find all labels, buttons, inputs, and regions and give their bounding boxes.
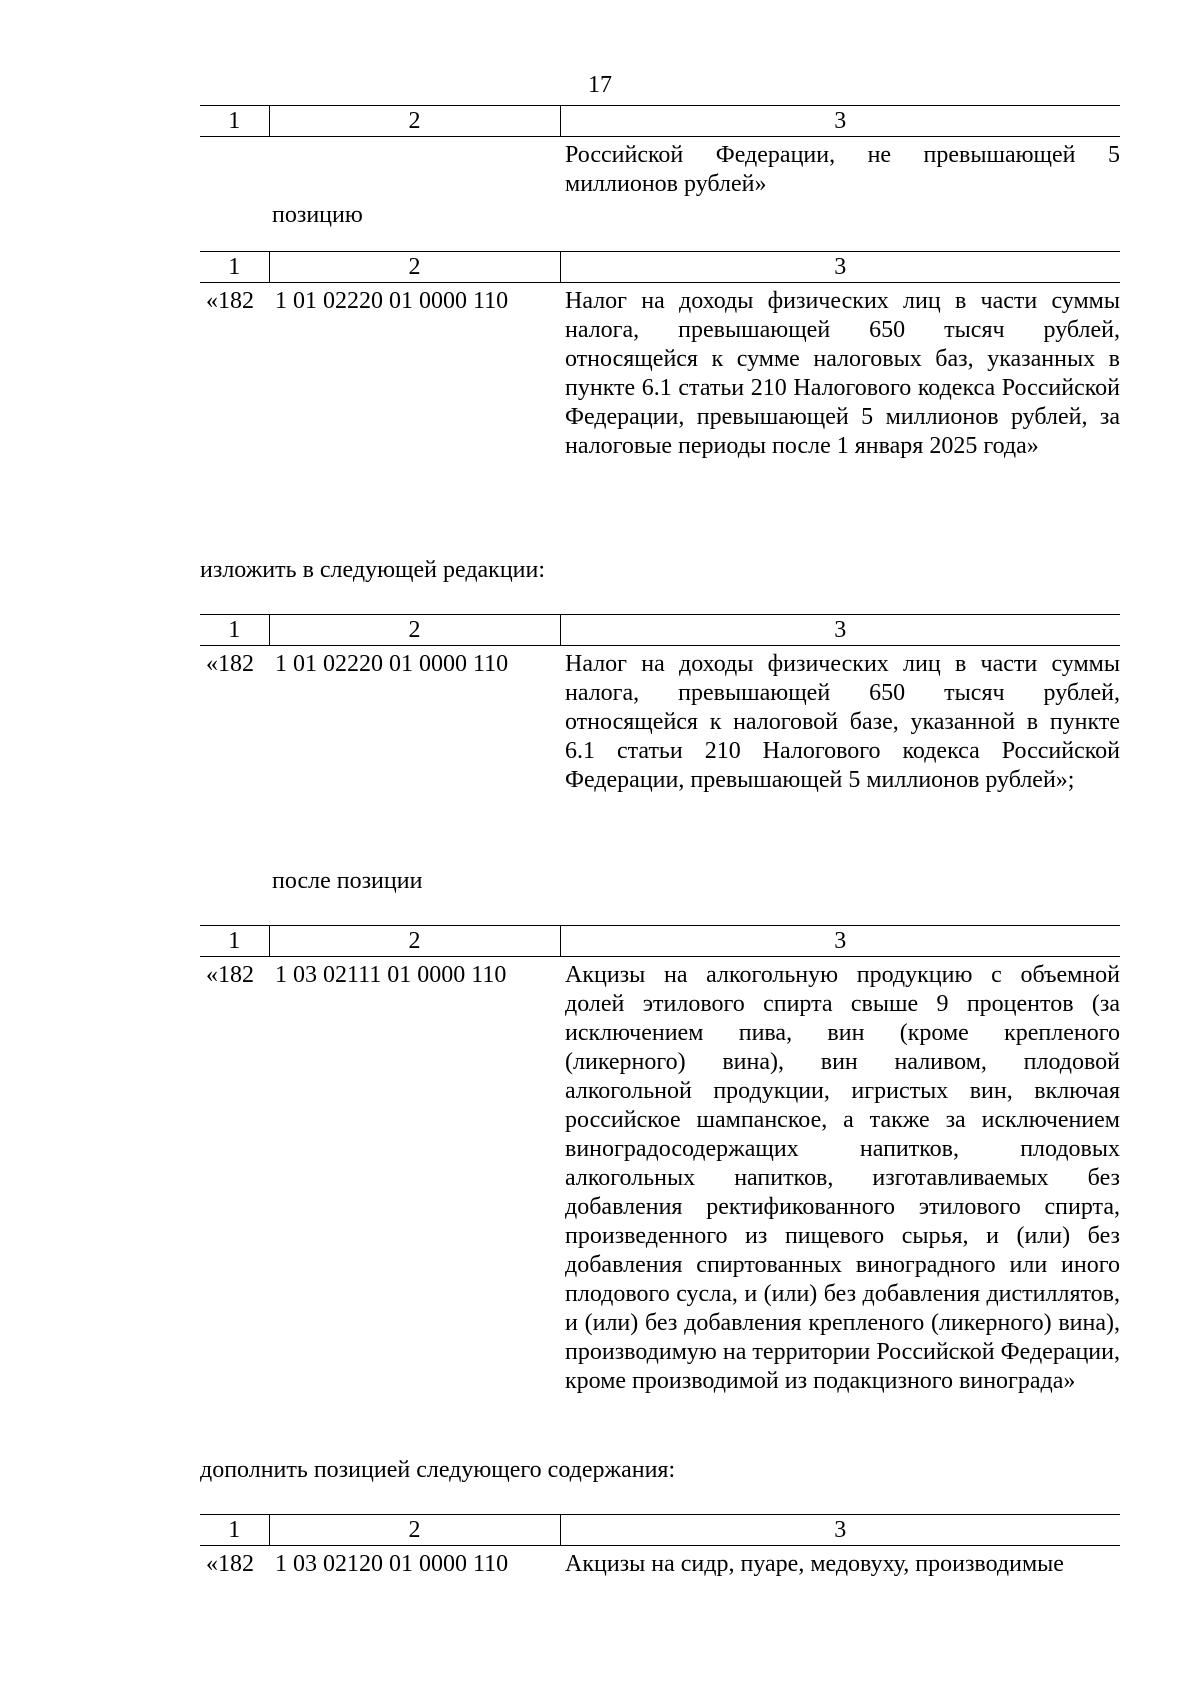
cell-code-prefix: «182 <box>206 651 254 677</box>
cell-code: 1 01 02220 01 0000 110 <box>275 288 509 314</box>
table-header-row <box>200 252 1120 283</box>
header-col-3: 3 <box>560 106 1120 137</box>
table-new-position <box>200 1514 1120 1579</box>
header-col-3: 3 <box>560 1515 1120 1546</box>
table-old-position <box>200 251 1120 461</box>
header-col-1: 1 <box>200 252 269 283</box>
table-new-redaction <box>200 614 1120 795</box>
header-col-2: 2 <box>269 252 560 283</box>
header-col-1: 1 <box>200 615 269 646</box>
header-col-1: 1 <box>200 1515 269 1546</box>
table-continuation <box>200 105 1120 199</box>
cell-code <box>269 137 560 200</box>
header-col-2: 2 <box>269 615 560 646</box>
paragraph-position: позицию <box>272 202 363 228</box>
table-row <box>200 1546 1120 1580</box>
header-col-3: 3 <box>560 926 1120 957</box>
cell-description: Акцизы на алкогольную продукцию с объемной долей этилового спирта свыше 9 процентов (за исключением пива, вин (кроме крепленого (ликерного) вина), вин наливом, плодовой алкогольной продукции, игристых вин, включая российское шампанское, а также за исключением виноградосодержащих напитков, плодовых алкогольных напитков, изготавливаемых без добавления ректификованного этилового спирта, произведенного из пищевого сырья, и (или) без добавления спиртованных виноградного или иного плодового сусла, и (или) без добавления дистиллятов, и (или) без добавления крепленого (ликерного) вина), производимую на территории Российской Федерации, кроме производимой из подакцизного винограда» <box>565 962 1120 1394</box>
header-col-2: 2 <box>269 1515 560 1546</box>
table-row <box>200 283 1120 462</box>
header-col-2: 2 <box>269 106 560 137</box>
cell-code-prefix: «182 <box>206 288 254 314</box>
table-header-row <box>200 106 1120 137</box>
table-reference-position <box>200 925 1120 1396</box>
header-col-1: 1 <box>200 106 269 137</box>
paragraph-after-position: после позиции <box>272 868 423 894</box>
cell-code-prefix: «182 <box>206 962 254 988</box>
cell-description: Налог на доходы физических лиц в части суммы налога, превышающей 650 тысяч рублей, относящейся к налоговой базе, указанной в пункте 6.1 статьи 210 Налогового кодекса Российской Федерации, превышающей 5 миллионов рублей»; <box>565 651 1120 793</box>
table-row <box>200 646 1120 796</box>
table-header-row <box>200 1515 1120 1546</box>
cell-code: 1 03 02111 01 0000 110 <box>275 962 507 988</box>
header-col-1: 1 <box>200 926 269 957</box>
table-header-row <box>200 615 1120 646</box>
header-col-3: 3 <box>560 252 1120 283</box>
table-row <box>200 137 1120 200</box>
paragraph-supplement: дополнить позицией следующего содержания: <box>200 1457 676 1483</box>
header-col-3: 3 <box>560 615 1120 646</box>
cell-description: Российской Федерации, не превышающей 5 миллионов рублей» <box>565 142 1120 197</box>
page-number: 17 <box>588 72 612 98</box>
cell-description: Налог на доходы физических лиц в части суммы налога, превышающей 650 тысяч рублей, относящейся к сумме налоговых баз, указанных в пункте 6.1 статьи 210 Налогового кодекса Российской Федерации, превышающей 5 миллионов рублей, за налоговые периоды после 1 января 2025 года» <box>565 288 1120 459</box>
cell-code-prefix: «182 <box>206 1551 254 1577</box>
cell-code: 1 03 02120 01 0000 110 <box>275 1551 509 1577</box>
table-row <box>200 957 1120 1397</box>
paragraph-redaction: изложить в следующей редакции: <box>200 557 546 583</box>
table-header-row <box>200 926 1120 957</box>
cell-description: Акцизы на сидр, пуаре, медовуху, производимые <box>565 1551 1064 1577</box>
cell-code-prefix <box>200 137 269 200</box>
header-col-2: 2 <box>269 926 560 957</box>
cell-code: 1 01 02220 01 0000 110 <box>275 651 509 677</box>
